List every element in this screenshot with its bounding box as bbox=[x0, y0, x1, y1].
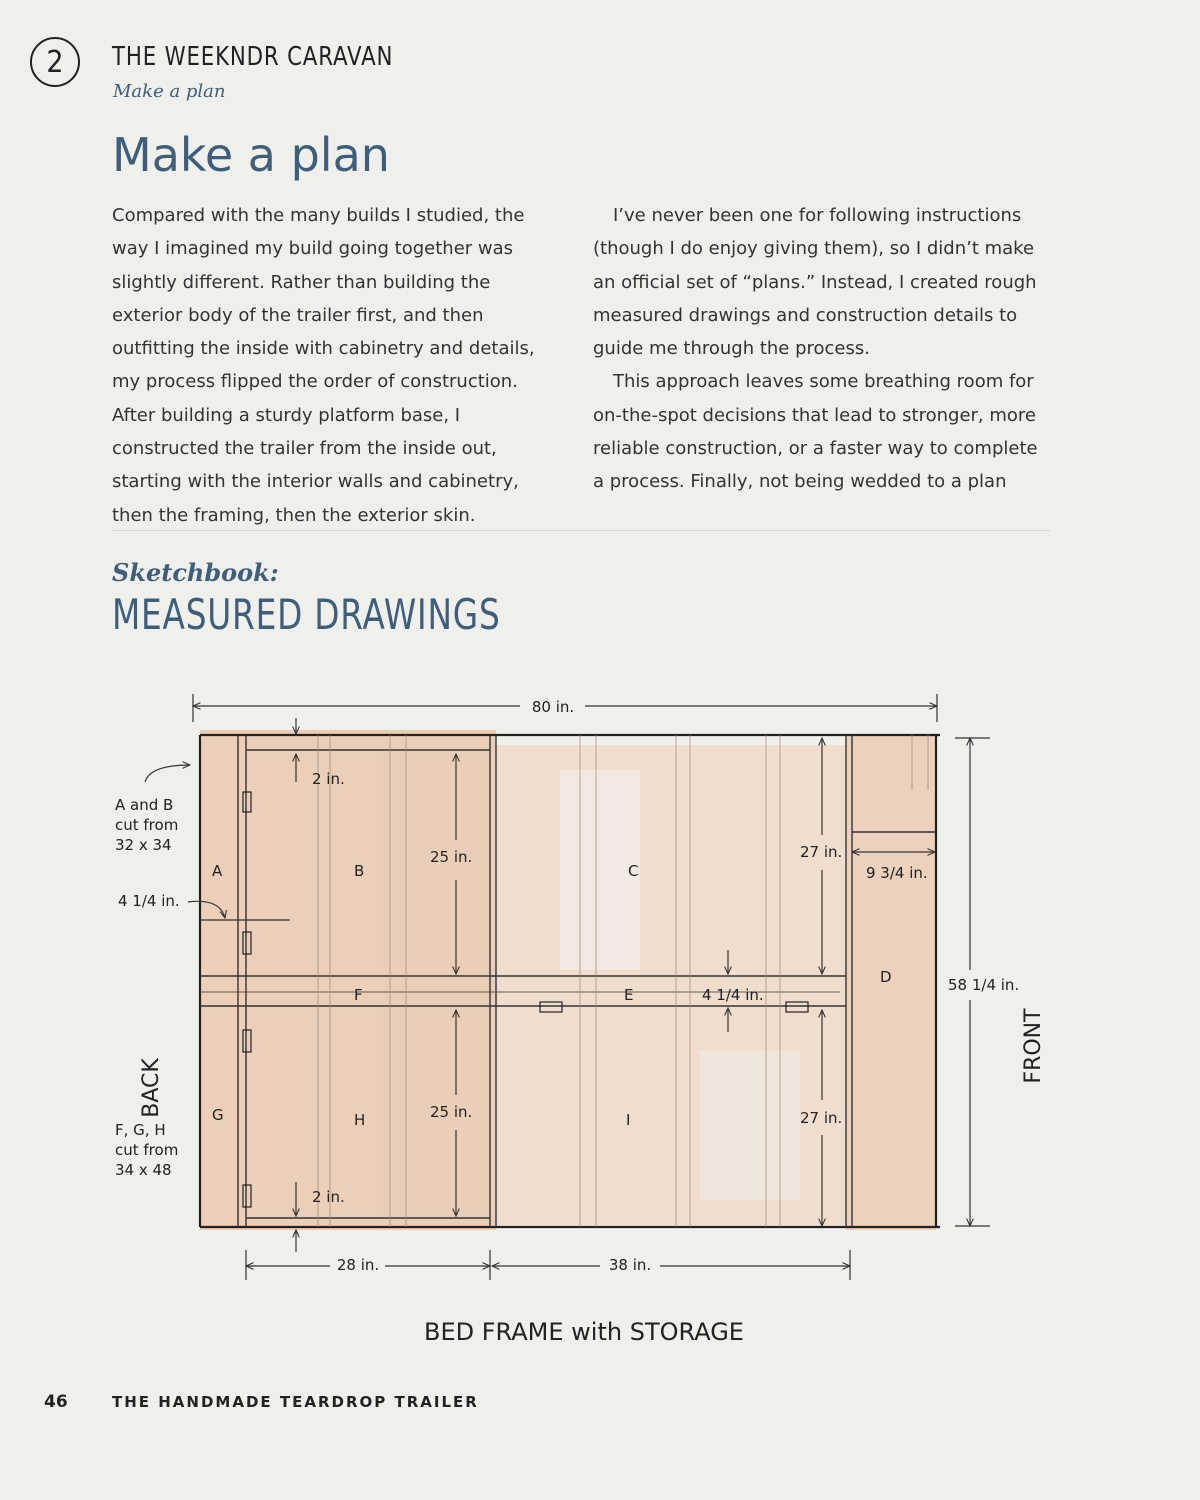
panel-h-label: H bbox=[354, 1111, 366, 1129]
dim-b-height: 25 in. bbox=[430, 848, 473, 866]
dim-e-height: 4 1/4 in. bbox=[702, 986, 764, 1004]
bed-frame-drawing bbox=[0, 670, 1200, 1390]
dim-gap-top: 2 in. bbox=[312, 770, 345, 788]
body-paragraph: Compared with the many builds I studied, the way I imagined my build going together was slightly different. Rather than building the exterior body of the trailer first, and then outfitting the inside with cabinetry and details, my process flipped the order of construction. After building a sturdy platform base, I constructed the trailer from the inside out, starting with the interior walls and cabinetry, then the framing, then the exterior skin. bbox=[112, 205, 535, 526]
chapter-subtitle: Make a plan bbox=[113, 81, 226, 102]
panel-a-label: A bbox=[212, 862, 223, 880]
note-fgh-line2: cut from bbox=[115, 1141, 179, 1159]
panel-i-label: I bbox=[626, 1111, 631, 1129]
chapter-number: 2 bbox=[46, 44, 64, 80]
panel-c-label: C bbox=[628, 862, 639, 880]
dim-c-height: 27 in. bbox=[800, 843, 843, 861]
side-label-front: FRONT bbox=[1021, 1008, 1046, 1084]
body-column-right bbox=[593, 199, 1043, 499]
note-fgh-line3: 34 x 48 bbox=[115, 1161, 172, 1179]
dim-total-width: 80 in. bbox=[531, 698, 575, 716]
note-fgh-line1: F, G, H bbox=[115, 1121, 166, 1139]
page-number: 46 bbox=[44, 1392, 68, 1412]
dim-d-width: 9 3/4 in. bbox=[866, 864, 928, 882]
section-divider bbox=[112, 530, 1050, 531]
dim-total-height: 58 1/4 in. bbox=[948, 976, 1020, 994]
sketch-title: MEASURED DRAWINGS bbox=[112, 590, 501, 639]
note-ab-line1: A and B bbox=[115, 796, 174, 814]
dim-bottom-mid: 38 in. bbox=[608, 1256, 652, 1274]
dim-bottom-left: 28 in. bbox=[336, 1256, 380, 1274]
body-paragraph: This approach leaves some breathing room for on-the-spot decisions that lead to stronger, more reliable construction, or a faster way to complete a process. Finally, not being wedded to a plan bbox=[593, 371, 1038, 493]
chapter-title: THE WEEKNDR CARAVAN bbox=[112, 42, 394, 72]
body-column-left bbox=[112, 199, 562, 532]
sketchbook-label: Sketchbook: bbox=[112, 558, 279, 587]
dim-h-height: 25 in. bbox=[430, 1103, 473, 1121]
note-ab-line3: 32 x 34 bbox=[115, 836, 172, 854]
panel-g-label: G bbox=[212, 1106, 224, 1124]
dim-a-width: 4 1/4 in. bbox=[118, 892, 180, 910]
panel-b-label: B bbox=[354, 862, 365, 880]
watercolor-wash bbox=[200, 730, 936, 1230]
panel-d-label: D bbox=[880, 968, 892, 986]
panel-f-label: F bbox=[354, 986, 363, 1004]
panel-e-label: E bbox=[624, 986, 634, 1004]
dim-i-height: 27 in. bbox=[800, 1109, 843, 1127]
book-title: THE HANDMADE TEARDROP TRAILER bbox=[112, 1393, 479, 1411]
body-paragraph: I’ve never been one for following instructions (though I do enjoy giving them), so I didn’t make an official set of “plans.” Instead, I created rough measured drawings and construction details to guide me through the process. bbox=[593, 205, 1037, 360]
note-ab-line2: cut from bbox=[115, 816, 179, 834]
page-title: Make a plan bbox=[112, 128, 390, 182]
side-label-back: BACK bbox=[139, 1058, 164, 1118]
dim-gap-bottom: 2 in. bbox=[312, 1188, 345, 1206]
drawing-caption: BED FRAME with STORAGE bbox=[424, 1318, 744, 1346]
chapter-number-badge bbox=[30, 37, 80, 87]
